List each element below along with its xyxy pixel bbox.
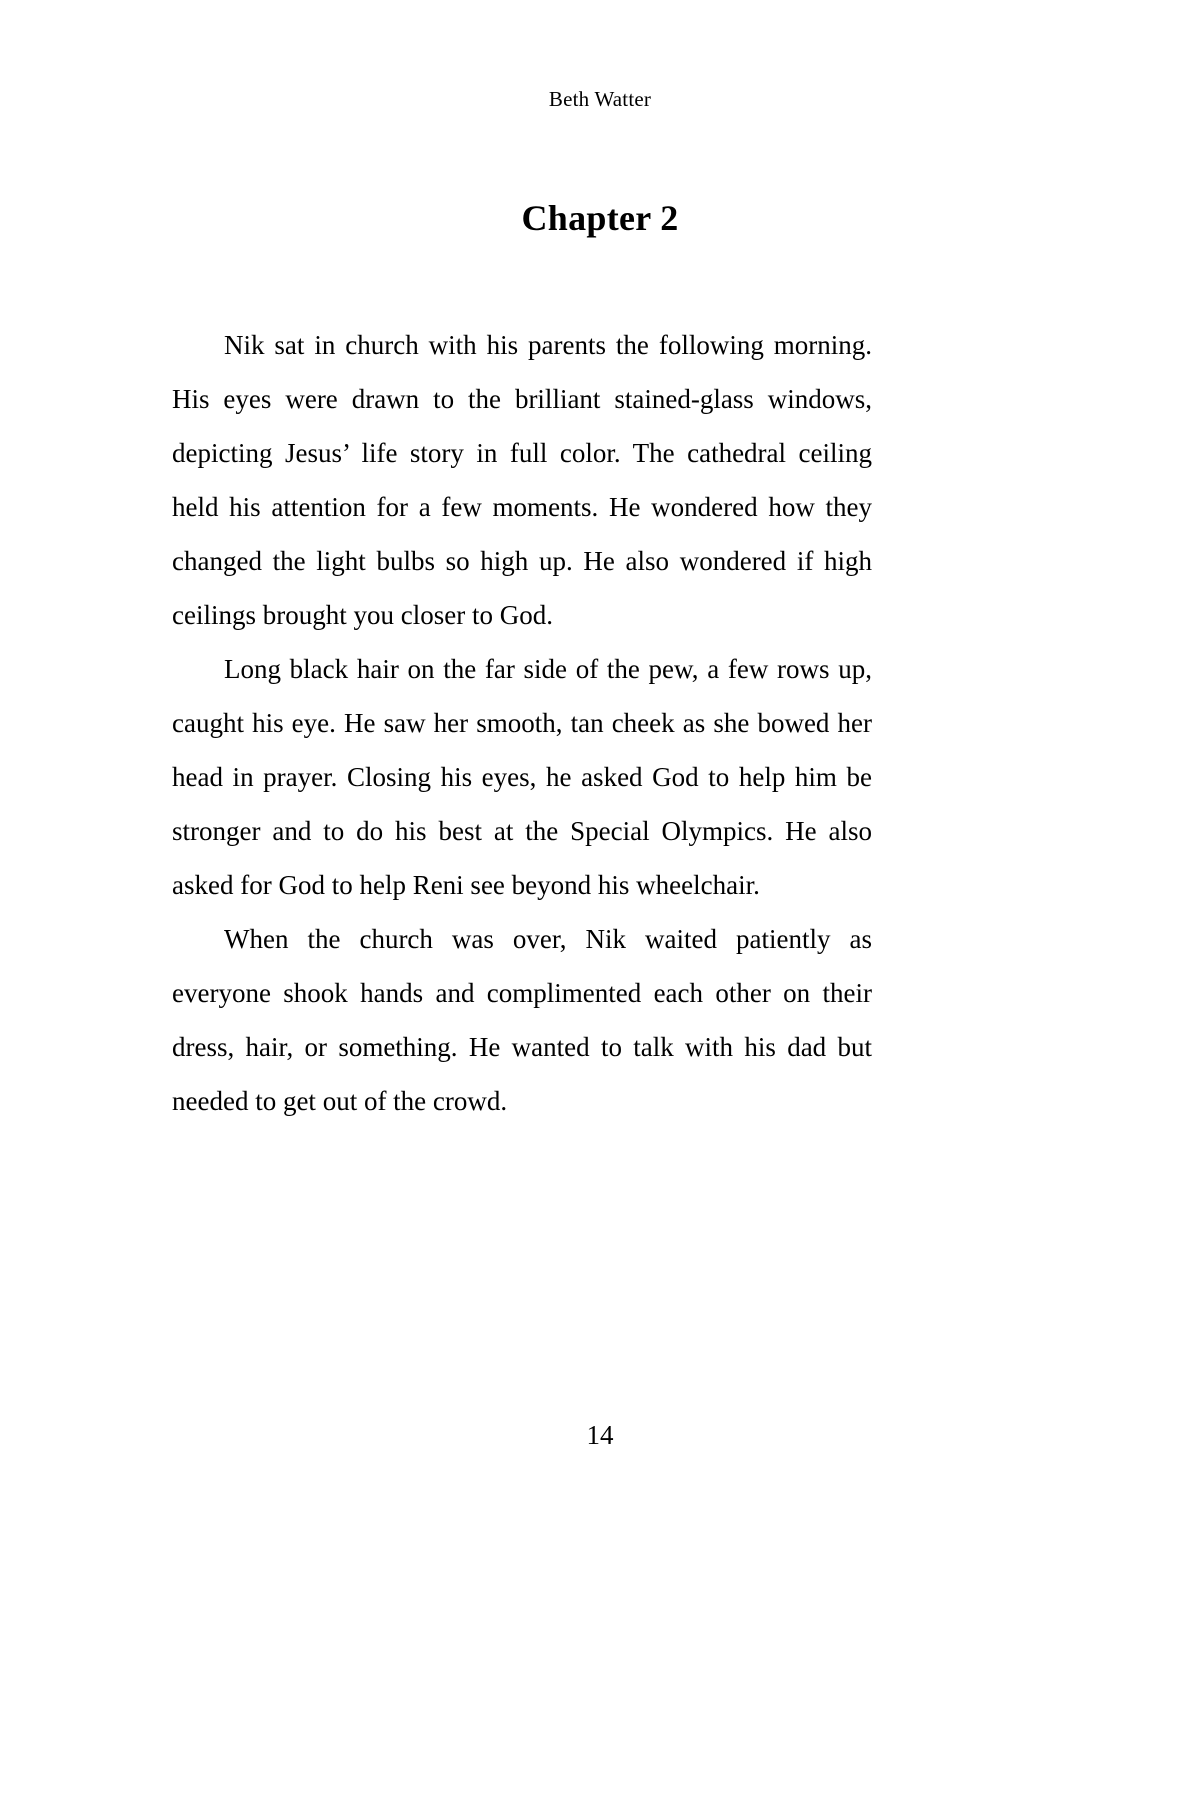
page-number: 14 xyxy=(586,1420,614,1450)
body-text xyxy=(172,318,872,1128)
paragraph: When the church was over, Nik waited patiently as everyone shook hands and complimented each other on their dress, hair, or something. He wanted to talk with his dad but needed to get out of the crowd. xyxy=(172,924,872,1116)
paragraph: Long black hair on the far side of the pew, a few rows up, caught his eye. He saw her smooth, tan cheek as she bowed her head in prayer. Closing his eyes, he asked God to help him be stronger and to do his best at the Special Olympics. He also asked for God to help Reni see beyond his wheelchair. xyxy=(172,654,872,900)
paragraph: Nik sat in church with his parents the following morning. His eyes were drawn to the brilliant stained-glass windows, depicting Jesus’ life story in full color. The cathedral ceiling held his attention for a few moments. He wondered how they changed the light bulbs so high up. He also wondered if high ceilings brought you closer to God. xyxy=(172,330,872,630)
running-header: Beth Watter xyxy=(548,87,652,111)
chapter-title: Chapter 2 xyxy=(521,198,679,239)
